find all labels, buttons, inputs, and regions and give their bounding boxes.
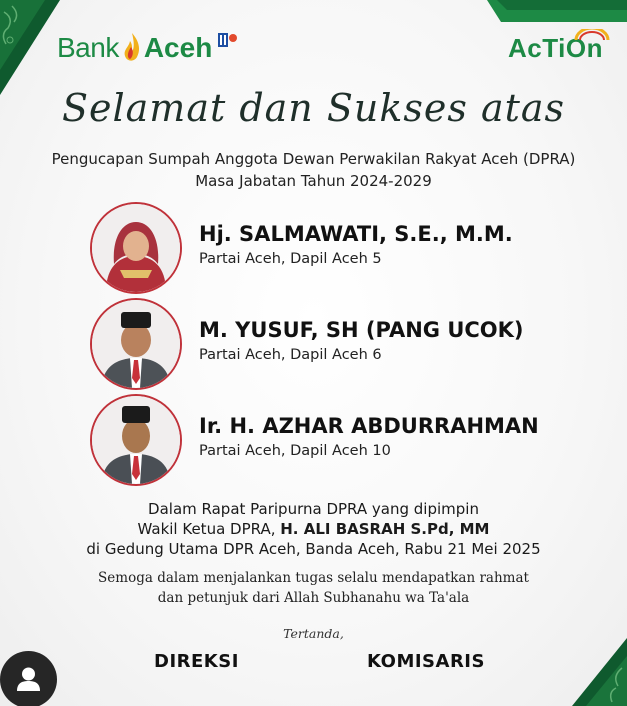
corner-ornament-bottom-right bbox=[572, 638, 627, 706]
event-line-2-prefix: Wakil Ketua DPRA, bbox=[137, 520, 281, 538]
bank-aceh-logo bbox=[57, 27, 238, 63]
event-line-3: di Gedung Utama DPR Aceh, Banda Aceh, Rabu 21 Mei 2025 bbox=[86, 540, 541, 558]
syariah-badge-icon bbox=[218, 31, 238, 49]
signature-label: Tertanda, bbox=[283, 626, 344, 641]
portrait-icon bbox=[92, 300, 180, 388]
user-icon bbox=[0, 651, 57, 706]
prayer-line-1: Semoga dalam menjalankan tugas selalu mendapatkan rahmat bbox=[98, 570, 529, 586]
member-photo-3 bbox=[90, 394, 182, 486]
member-photo-1 bbox=[90, 202, 182, 294]
event-leader-name: H. ALI BASRAH S.Pd, MM bbox=[280, 520, 490, 538]
corner-ornament-top-left bbox=[0, 0, 60, 95]
intro-line-2: Masa Jabatan Tahun 2024-2029 bbox=[195, 172, 432, 190]
signature-komisaris: KOMISARIS bbox=[367, 651, 485, 672]
member-photo-2 bbox=[90, 298, 182, 390]
member-party-1: Partai Aceh, Dapil Aceh 5 bbox=[199, 251, 382, 267]
event-line-2 bbox=[0, 520, 627, 538]
action-word: AcTiOn bbox=[508, 33, 603, 63]
member-party-3: Partai Aceh, Dapil Aceh 10 bbox=[199, 443, 391, 459]
member-party-2: Partai Aceh, Dapil Aceh 6 bbox=[199, 347, 382, 363]
profile-avatar[interactable] bbox=[0, 651, 57, 706]
headline: Selamat dan Sukses atas bbox=[61, 86, 566, 130]
portrait-icon bbox=[92, 204, 180, 292]
member-name-1: Hj. SALMAWATI, S.E., M.M. bbox=[199, 222, 513, 246]
arc-icon bbox=[574, 29, 610, 41]
member-name-3: Ir. H. AZHAR ABDURRAHMAN bbox=[199, 414, 539, 438]
intro-line-1: Pengucapan Sumpah Anggota Dewan Perwakilan Rakyat Aceh (DPRA) bbox=[51, 150, 576, 168]
aceh-word: Aceh bbox=[143, 32, 213, 63]
corner-ornament-top-right bbox=[487, 0, 627, 22]
portrait-icon bbox=[92, 396, 180, 484]
signature-direksi: DIREKSI bbox=[154, 651, 239, 672]
event-line-1: Dalam Rapat Paripurna DPRA yang dipimpin bbox=[148, 500, 479, 518]
prayer-line-2: dan petunjuk dari Allah Subhanahu wa Ta'ala bbox=[157, 590, 470, 606]
bank-word: Bank bbox=[57, 32, 119, 63]
member-name-2: M. YUSUF, SH (PANG UCOK) bbox=[199, 318, 524, 342]
flame-icon bbox=[121, 31, 143, 63]
action-logo bbox=[508, 33, 603, 63]
